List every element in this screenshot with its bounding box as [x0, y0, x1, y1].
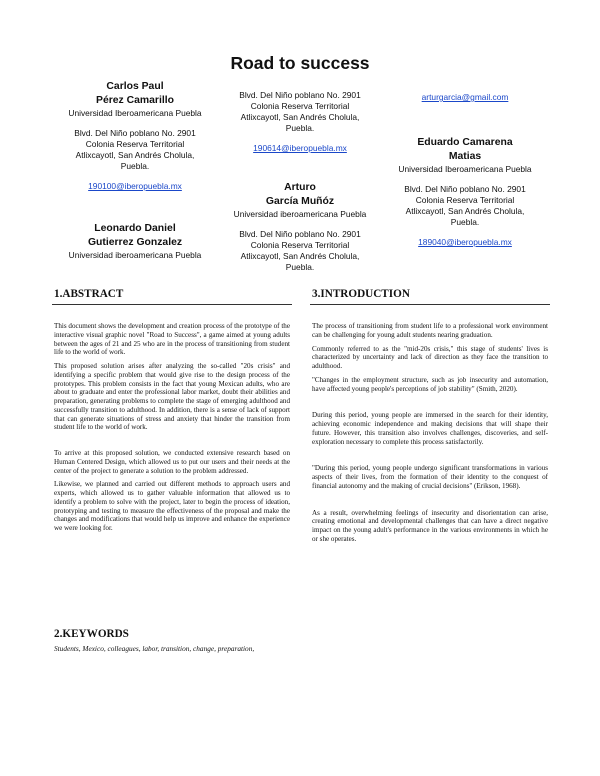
author-name-line: Matias — [448, 151, 482, 162]
introduction-paragraph: During this period, young people are immersed in the search for their identity, achieving economic independence and making decisions that will shape their future. However, this transition also involves challenges, discoveries, and self-exploration necessary to complete this process satisfactorily. — [312, 411, 548, 446]
author-name-line: Carlos Paul — [106, 81, 164, 92]
introduction-body — [312, 322, 548, 544]
author-affiliation: Universidad iberoamericana Puebla — [68, 250, 202, 260]
section-heading-introduction: 3.INTRODUCTION — [312, 288, 410, 300]
author-address-line: Puebla. — [285, 123, 315, 133]
abstract-paragraph: This proposed solution arises after analyzing the so-called "20s crisis" and identifying a specific problem that would give rise to the design process of the prototypes. This problem consists in the fact that young Mexican adults, who are about to graduate and enter the professional labor market, doubt their abilities and preparation, generating problems to complete the stage of emerging adulthood and successfully transition to adulthood. In addition, there is a sense of lack of support that can generate situations of stress and anxiety that hinder the transition from student life to the world of work. — [54, 362, 290, 432]
section-heading-abstract: 1.ABSTRACT — [54, 288, 124, 300]
keywords-body: Students, Mexico, colleagues, labor, transition, change, preparation, — [54, 644, 255, 653]
author-address-line: Colonia Reserva Territorial — [415, 195, 515, 205]
author-address-line: Puebla. — [285, 262, 315, 272]
introduction-paragraph: As a result, overwhelming feelings of insecurity and disorientation can arise, creating emotional and developmental challenges that can have a direct negative impact on the young adult's performance in the various environments in which he or she operates. — [312, 508, 548, 543]
author-name-line: Arturo — [284, 182, 316, 193]
author-address-line: Puebla. — [120, 161, 150, 171]
paper-title: Road to success — [230, 53, 370, 73]
author-email-link[interactable]: 190614@iberopuebla.mx — [253, 143, 347, 153]
section-heading-keywords: 2.KEYWORDS — [54, 628, 129, 640]
author-email-link[interactable]: 190100@iberopuebla.mx — [88, 181, 182, 191]
introduction-paragraph: "During this period, young people undergo significant transformations in various aspects of their lives, from the formation of their identity to the conquest of financial autonomy and the making of crucial decisions" (Erikson, 1968). — [312, 464, 548, 490]
section-divider — [52, 304, 292, 305]
author-email-link[interactable]: 189040@iberopuebla.mx — [418, 237, 512, 247]
introduction-paragraph: Commonly referred to as the "mid-20s crisis," this stage of students' lives is characterized by uncertainty and lack of direction as they face the transition to adulthood. — [312, 344, 548, 370]
abstract-body — [54, 322, 290, 533]
section-divider — [310, 304, 550, 305]
author-address-line: Blvd. Del Niño poblano No. 2901 — [74, 128, 196, 138]
author-address-line: Atlixcayotl, San Andrés Cholula, — [240, 251, 360, 261]
author-block-garcia — [220, 181, 380, 273]
author-name-line: Leonardo Daniel — [94, 223, 176, 234]
author-affiliation: Universidad Iberoamericana Puebla — [68, 108, 202, 118]
author-name-line: Eduardo Camarena — [417, 137, 513, 148]
abstract-paragraph: To arrive at this proposed solution, we conducted extensive research based on Human Centered Design, which allowed us to put our users and their needs at the center of the project to generate a solution to the problem addressed. — [54, 449, 290, 475]
introduction-paragraph: "Changes in the employment structure, such as job insecurity and automation, have affected young people's perceptions of job stability" (Smith, 2020). — [312, 375, 548, 393]
author-block-perez — [55, 80, 215, 192]
author-email-link[interactable]: arturgarcia@gmail.com — [421, 92, 509, 102]
author-address-line: Blvd. Del Niño poblano No. 2901 — [404, 184, 526, 194]
author-address-line: Colonia Reserva Territorial — [85, 139, 185, 149]
author-address-line: Puebla. — [450, 217, 480, 227]
author-address-line: Blvd. Del Niño poblano No. 2901 — [239, 90, 361, 100]
introduction-paragraph: The process of transitioning from student life to a professional work environment can be challenging for young adult students nearing graduation. — [312, 322, 548, 339]
author-contact-block — [220, 90, 380, 154]
author-address-line: Atlixcayotl, San Andrés Cholula, — [405, 206, 525, 216]
author-address-line: Blvd. Del Niño poblano No. 2901 — [239, 229, 361, 239]
abstract-paragraph: Likewise, we planned and carried out different methods to approach users and experts, which allowed us to gather valuable information that allowed us to identify a problem to solve with the project, later to begin the process of ideation, prototyping and testing to measure the effectiveness of the proposal and make the changes and modifications that would help us improve and enhance the experience we were looking for. — [54, 480, 290, 532]
author-address-line: Atlixcayotl, San Andrés Cholula, — [240, 112, 360, 122]
author-affiliation: Universidad iberoamericana Puebla — [233, 209, 367, 219]
author-contact-block — [385, 92, 545, 103]
author-name-line: Gutierrez Gonzalez — [87, 237, 183, 248]
author-name-line: García Muñóz — [265, 196, 335, 207]
abstract-paragraph: This document shows the development and creation process of the prototype of the interactive visual graphic novel "Road to Success", a game aimed at young adults between the ages of 21 and 25 who are in the process of transitioning from student life to the world of work. — [54, 322, 290, 357]
author-block-gutierrez — [55, 222, 215, 261]
author-address-line: Atlixcayotl, San Andrés Cholula, — [75, 150, 195, 160]
author-block-camarena — [385, 136, 545, 248]
author-address-line: Colonia Reserva Territorial — [250, 101, 350, 111]
author-address-line: Colonia Reserva Territorial — [250, 240, 350, 250]
author-affiliation: Universidad Iberoamericana Puebla — [398, 164, 532, 174]
author-name-line: Pérez Camarillo — [96, 95, 174, 106]
